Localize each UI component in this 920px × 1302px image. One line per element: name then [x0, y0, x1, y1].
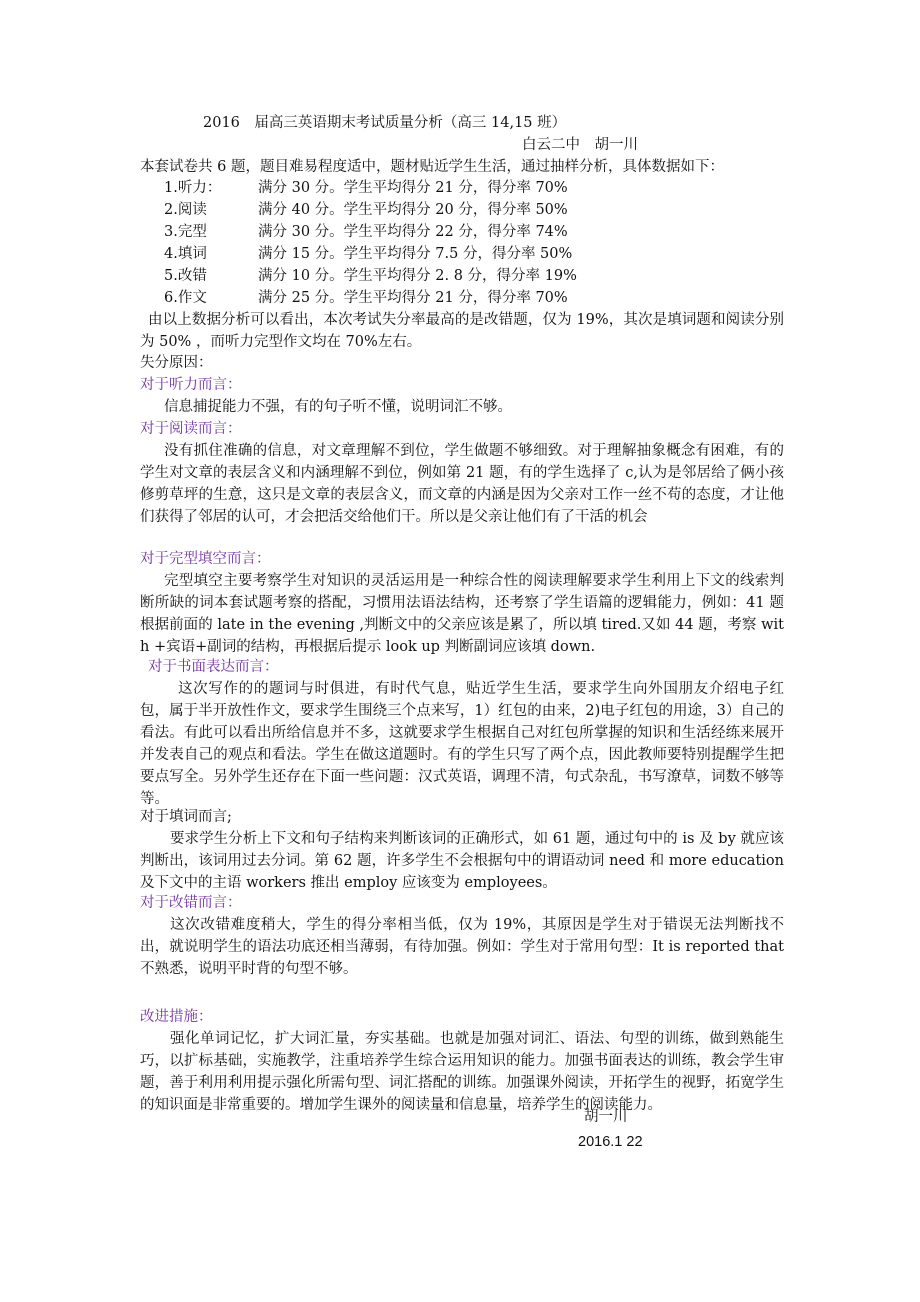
stat-text: 满分 10 分。学生平均得分 2. 8 分，得分率 19%: [258, 268, 577, 284]
stat-text: 满分 40 分。学生平均得分 20 分，得分率 50%: [258, 202, 568, 218]
section-heading-writing: 对于书面表达而言：: [148, 659, 279, 675]
section-body-cloze: 完型填空主要考察学生对知识的灵活运用是一种综合性的阅读理解要求学生利用上下文的线索判断所缺的词本套试题考察的搭配，习惯用法语法结构，还考察了学生语篇的逻辑能力，例如：41 题根据前面的 late in the evening ,判断文中的父亲应该是累了，所以填 tired.又如 44 题，考察 with +宾语+副词的结构，再根据后提示 look up 判断副词应该填 down.: [140, 573, 784, 655]
section-body-writing: 这次写作的的题词与时俱进，有时代气息，贴近学生生活，要求学生向外国朋友介绍电子红包，属于半开放性作文，要求学生围绕三个点来写，1）红包的由来，2)电子红包的用途，3）自己的看法。有此可以看出所给信息并不多，这就要求学生根据自己对红包所掌握的知识和生活经练来展开并发表自己的观点和看法。学生在做这道题时。有的学生只写了两个点，因此教师要特别提醒学生把要点写全。另外学生还存在下面一些问题：汉式英语，调理不清，句式杂乱，书写潦草，词数不够等等。: [140, 681, 784, 807]
summary-paragraph: 由以上数据分析可以看出，本次考试失分率最高的是改错题，仅为 19%，其次是填词题和阅读分别为 50% ，而听力完型作文均在 70%左右。: [140, 312, 784, 350]
section-heading-improvement: 改进措施：: [140, 1009, 213, 1025]
stat-row-reading: [164, 199, 724, 221]
stat-text: 满分 15 分。学生平均得分 7.5 分，得分率 50%: [258, 246, 573, 262]
section-heading-listening: 对于听力而言：: [140, 377, 242, 393]
section-body-reading: 没有抓住准确的信息，对文章理解不到位，学生做题不够细致。对于理解抽象概念有困难，有的学生对文章的表层含义和内涵理解不到位，例如第 21 题，有的学生选择了 c,认为是邻居给了俩小孩修剪草坪的生意，这只是文章的表层含义，而文章的内涵是因为父亲对工作一丝不苟的态度，才让他们获得了邻居的认可，才会把活交给他们干。所以是父亲让他们有了干活的机会: [140, 443, 784, 525]
section-heading-fill-words: 对于填词而言;: [140, 809, 232, 825]
intro-text: 本套试卷共 6 题，题目难易程度适中，题材贴近学生生活，通过抽样分析，具体数据如下：: [140, 159, 724, 175]
stat-name: 6.作文: [164, 290, 207, 306]
stat-name: 5.改错: [164, 268, 207, 284]
stat-name: 3.完型: [164, 224, 207, 240]
section-heading-cloze: 对于完型填空而言：: [140, 551, 271, 567]
stat-row-fill-words: [164, 243, 724, 265]
stat-row-correction: [164, 265, 724, 287]
document-title: 2016 届高三英语期末考试质量分析（高三 14,15 班）: [203, 115, 567, 131]
loss-reasons-label: 失分原因：: [140, 355, 213, 371]
section-body-listening: 信息捕捉能力不强，有的句子听不懂，说明词汇不够。: [164, 399, 512, 415]
stat-name: 4.填词: [164, 246, 207, 262]
section-body-fill-words: 要求学生分析上下文和句子结构来判断该词的正确形式，如 61 题，通过句中的 is 及 by 就应该判断出，该词用过去分词。第 62 题，许多学生不会根据句中的谓语动词 need 和 more education 及下文中的主语 workers 推出 employ 应该变为 employees。: [140, 831, 784, 891]
stat-text: 满分 25 分。学生平均得分 21 分，得分率 70%: [258, 290, 568, 306]
stat-row-cloze: [164, 221, 724, 243]
stat-name: 2.阅读: [164, 202, 207, 218]
section-body-correction: 这次改错难度稍大，学生的得分率相当低，仅为 19%，其原因是学生对于错误无法判断找不出，就说明学生的语法功底还相当薄弱，有待加强。例如：学生对于常用句型：It is reported that 不熟悉，说明平时背的句型不够。: [140, 917, 784, 977]
stat-row-writing: [164, 287, 724, 309]
school-author: 白云二中 胡一川: [522, 137, 638, 153]
score-stats-list: [164, 177, 724, 309]
stat-text: 满分 30 分。学生平均得分 21 分，得分率 70%: [258, 180, 568, 196]
stat-row-listening: [164, 177, 724, 199]
signature-date: 2016.1 22: [578, 1134, 643, 1150]
section-heading-correction: 对于改错而言：: [140, 895, 242, 911]
signature-name: 胡一川: [584, 1109, 628, 1125]
stat-name: 1.听力：: [164, 180, 222, 196]
section-body-improvement: 强化单词记忆，扩大词汇量，夯实基础。也就是加强对词汇、语法、句型的训练，做到熟能生巧，以扩标基础，实施教学，注重培养学生综合运用知识的能力。加强书面表达的训练，教会学生审题，善于利用利用提示强化所需句型、词汇搭配的训练。加强课外阅读，开拓学生的视野，拓宽学生的知识面是非常重要的。增加学生课外的阅读量和信息量，培养学生的阅读能力。: [140, 1031, 784, 1113]
section-heading-reading: 对于阅读而言：: [140, 421, 242, 437]
stat-text: 满分 30 分。学生平均得分 22 分，得分率 74%: [258, 224, 568, 240]
